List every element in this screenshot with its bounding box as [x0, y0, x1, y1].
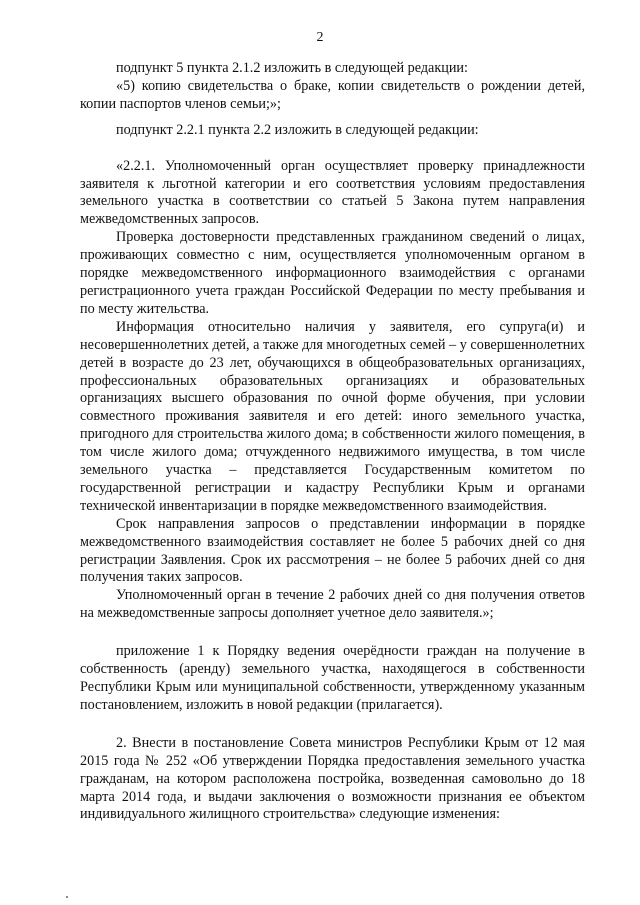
spacer — [80, 114, 585, 122]
spacer — [80, 715, 585, 735]
paragraph-verification: Проверка достоверности представленных гражданином сведений о лицах, проживающих совместно с ним, осуществляется уполномоченным органом в порядке межведомственного информационного взаимодействия с органами регистрационного учета граждан Российской Федерации по месту пребывания и по месту жительства. — [80, 229, 585, 317]
scan-artifact — [66, 896, 68, 898]
paragraph-item-2: 2. Внести в постановление Совета министров Республики Крым от 12 мая 2015 года № 252 «Об утверждении Порядка предоставления земельного участка гражданам, на котором расположена постройка, возведенная самовольно до 18 марта 2014 года, и выдачи заключения о возможности признания ее объектом индивидуального жилищного строительства» следующие изменения: — [80, 734, 585, 823]
document-body — [80, 60, 585, 824]
paragraph-request-term: Срок направления запросов о представлении информации в порядке межведомственного взаимодействия составляет не более 5 рабочих дней со дня регистрации Заявления. Срок их рассмотрения – не более 5 рабочих дней со дня получения таких запросов. — [80, 515, 585, 586]
paragraph-appendix-1: приложение 1 к Порядку ведения очерёдности граждан на получение в собственность (аренду) земельного участка, находящегося в собственности Республики Крым или муниципальной собственности, утвержденному указанным постановлением, изложить в новой редакции (прилагается). — [80, 643, 585, 713]
spacer — [80, 140, 585, 158]
paragraph-subpoint-5-text: «5) копию свидетельства о браке, копии свидетельств о рождении детей, копии паспортов членов семьи;»; — [80, 77, 585, 112]
page-number: 2 — [316, 30, 324, 45]
paragraph-2-2-1: «2.2.1. Уполномоченный орган осуществляет проверку принадлежности заявителя к льготной категории и его соответствия условиям предоставления земельного участка в соответствии со статьей 5 Закона путем направления межведомственных запросов. — [80, 157, 585, 228]
paragraph-information: Информация относительно наличия у заявителя, его супруга(и) и несовершеннолетних детей, а также для многодетных семей – у совершеннолетних детей в возрасте до 23 лет, обучающихся в общеобразовательных организациях, профессиональных образовательных организациях и образовательных организациях высшего образования по очной форме обучения, при условии совместного проживания заявителя и его детей: иного земельного участка, пригодного для строительства жилого дома; в собственности жилого помещения, в том числе жилого дома; отчужденного недвижимого имущества, в том числе земельного участка – представляется Государственным комитетом по государственной регистрации и кадастру Республики Крым и органами технической инвентаризации в порядке межведомственного взаимодействия. — [80, 318, 585, 514]
paragraph-subpoint-5-intro: подпункт 5 пункта 2.1.2 изложить в следующей редакции: — [116, 60, 468, 76]
paragraph-subpoint-2-2-1-intro: подпункт 2.2.1 пункта 2.2 изложить в следующей редакции: — [116, 121, 479, 138]
paragraph-authorized-body: Уполномоченный орган в течение 2 рабочих дней со дня получения ответов на межведомственные запросы дополняет учетное дело заявителя.»; — [80, 587, 585, 622]
spacer — [80, 623, 585, 643]
